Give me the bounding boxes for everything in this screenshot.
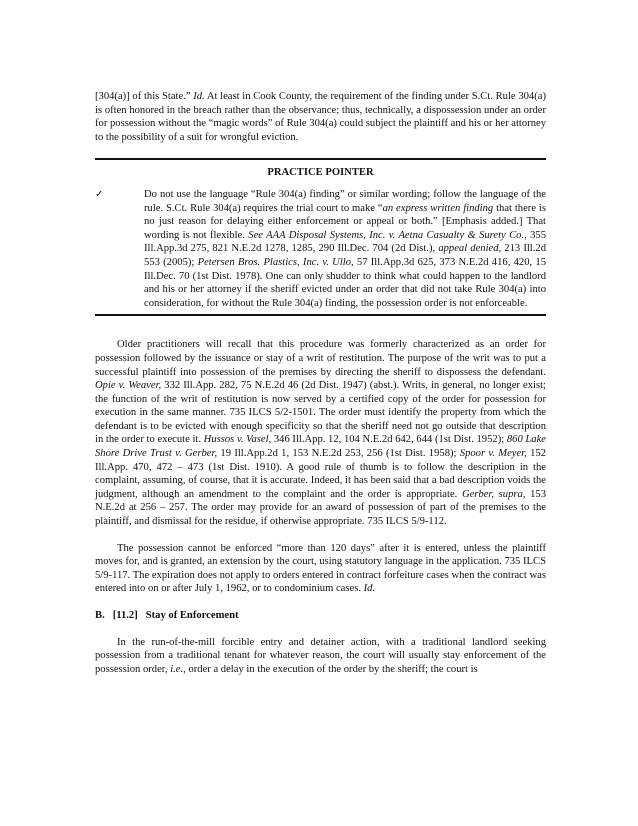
citation-text: Opie v. Weaver, bbox=[95, 380, 162, 392]
body-text: 153 N.E.2d at 256 – 257. The order may provide for an award of possession of part of the premises to the plaintiff, and dismissal for the residue, if otherwise appropriate. 735 ILCS 5/9-112. bbox=[95, 488, 546, 528]
body-text: The possession cannot be enforced “more than 120 days” after it is entered, unless the plaintiff moves for, and is granted, an extension by the court, using statutory language in the application. 735 ILCS 5/9-117. The expiration does not apply to orders entered in contract forfeiture cases when the contract was entered into on or after July 1, 1962, or to condominium cases. bbox=[95, 542, 546, 595]
section-letter: B. bbox=[95, 610, 105, 621]
body-text: 213 Ill.2d 553 (2005); bbox=[144, 243, 546, 268]
practice-pointer-title: PRACTICE POINTER bbox=[267, 167, 374, 179]
citation-text: Spoor v. Meyer, bbox=[459, 448, 527, 460]
body-text: 152 Ill.App. 470, 472 – 473 (1st Dist. 1910). A good rule of thumb is to follow the description in the complaint, assuming, of course, that it is accurate. Indeed, it has been said that a bad description voids the judgment, although an amendment to the complaint and the order is appropriate. bbox=[95, 448, 546, 500]
citation-text: 860 Lake Shore Drive Trust v. Gerber, bbox=[95, 434, 546, 460]
body-text: In the run-of-the-mill forcible entry and detainer action, with a traditional landlord seeking possession from a traditional tenant for whatever reason, the court will usually stay enforcement of the possession order, bbox=[95, 636, 546, 675]
practice-pointer-box bbox=[95, 158, 546, 316]
section-heading bbox=[95, 609, 546, 623]
body-text: that there is no just reason for delaying either enforcement or appeal or both.” [Emphasis added.] That wording is not flexible. bbox=[144, 202, 546, 241]
body-text: [304(a)] of this State.” bbox=[95, 91, 194, 102]
body-text: 346 Ill.App. 12, 104 N.E.2d 642, 644 (1st Dist. 1952); bbox=[271, 434, 507, 446]
body-text: Do not use the language “Rule 304(a) finding” or similar wording; follow the language of the rule. S.Ct. Rule 304(a) requires the trial court to make “ bbox=[144, 188, 546, 214]
citation-text: appeal denied, bbox=[438, 243, 502, 255]
body-text: 19 Ill.App.2d 1, 153 N.E.2d 253, 256 (1st Dist. 1958); bbox=[217, 448, 460, 460]
body-text: Older practitioners will recall that this procedure was formerly characterized as an order for possession followed by the issuance or stay of a writ of restitution. The purpose of the writ was to put a successful plaintiff into possession of the premises by directing the sheriff to dispossess the defendant. bbox=[95, 339, 546, 378]
citation-text: See AAA Disposal Systems, Inc. v. Aetna Casualty & Surety Co., bbox=[248, 229, 527, 241]
body-text: order a delay in the execution of the order by the sheriff; the court is bbox=[185, 663, 478, 675]
section-number: [11.2] bbox=[112, 610, 138, 621]
older-practitioners-paragraph bbox=[95, 338, 546, 528]
citation-text: Gerber, supra, bbox=[461, 488, 526, 500]
checkmark-icon: ✓ bbox=[95, 188, 104, 200]
practice-pointer-row bbox=[95, 188, 546, 310]
intro-paragraph bbox=[95, 90, 546, 144]
body-text: 355 Ill.App.3d 275, 821 N.E.2d 1278, 1285, 290 Ill.Dec. 704 (2d Dist.), bbox=[144, 229, 546, 255]
document-page bbox=[95, 90, 546, 676]
practice-pointer-text bbox=[144, 188, 546, 310]
possession-enforcement-paragraph bbox=[95, 542, 546, 596]
body-text: 57 Ill.App.3d 625, 373 N.E.2d 416, 420, 15 Ill.Dec. 70 (1st Dist. 1978). One can only shudder to think what could happen to the landlord and his or her attorney if the sheriff evicted under an order that did not take Rule 304(a) into consideration, for without the Rule 304(a) finding, the possession order is not enforceable. bbox=[144, 256, 546, 309]
citation-text: an express written finding bbox=[382, 202, 494, 214]
citation-text: i.e., bbox=[170, 663, 186, 675]
citation-text: Id. bbox=[363, 583, 376, 595]
body-text: At least in Cook County, the requirement of the finding under S.Ct. Rule 304(a) is often honored in the breach rather than the observance; thus, technically, a dispossession under an order for possession without the “magic words” of Rule 304(a) could subject the plaintiff and his or her attorney to the possibility of a suit for wrongful eviction. bbox=[95, 91, 546, 143]
citation-text: Id. bbox=[193, 91, 205, 102]
citation-text: Petersen Bros. Plastics, Inc. v. Ullo, bbox=[197, 256, 354, 268]
body-text: 332 Ill.App. 282, 75 N.E.2d 46 (2d Dist. 1947) (abst.). Writs, in general, no longer exist; the function of the writ of restitution is now served by a certified copy of the order for possession for execution in the same manner. 735 ILCS 5/2-1501. The order must identify the property from which the defendant is to be evicted with enough specificity so that the sheriff need not go outside that description in the order to execute it. bbox=[95, 380, 546, 446]
citation-text: Hussos v. Vasel, bbox=[203, 434, 272, 446]
section-title: Stay of Enforcement bbox=[145, 610, 239, 621]
stay-paragraph bbox=[95, 636, 546, 677]
